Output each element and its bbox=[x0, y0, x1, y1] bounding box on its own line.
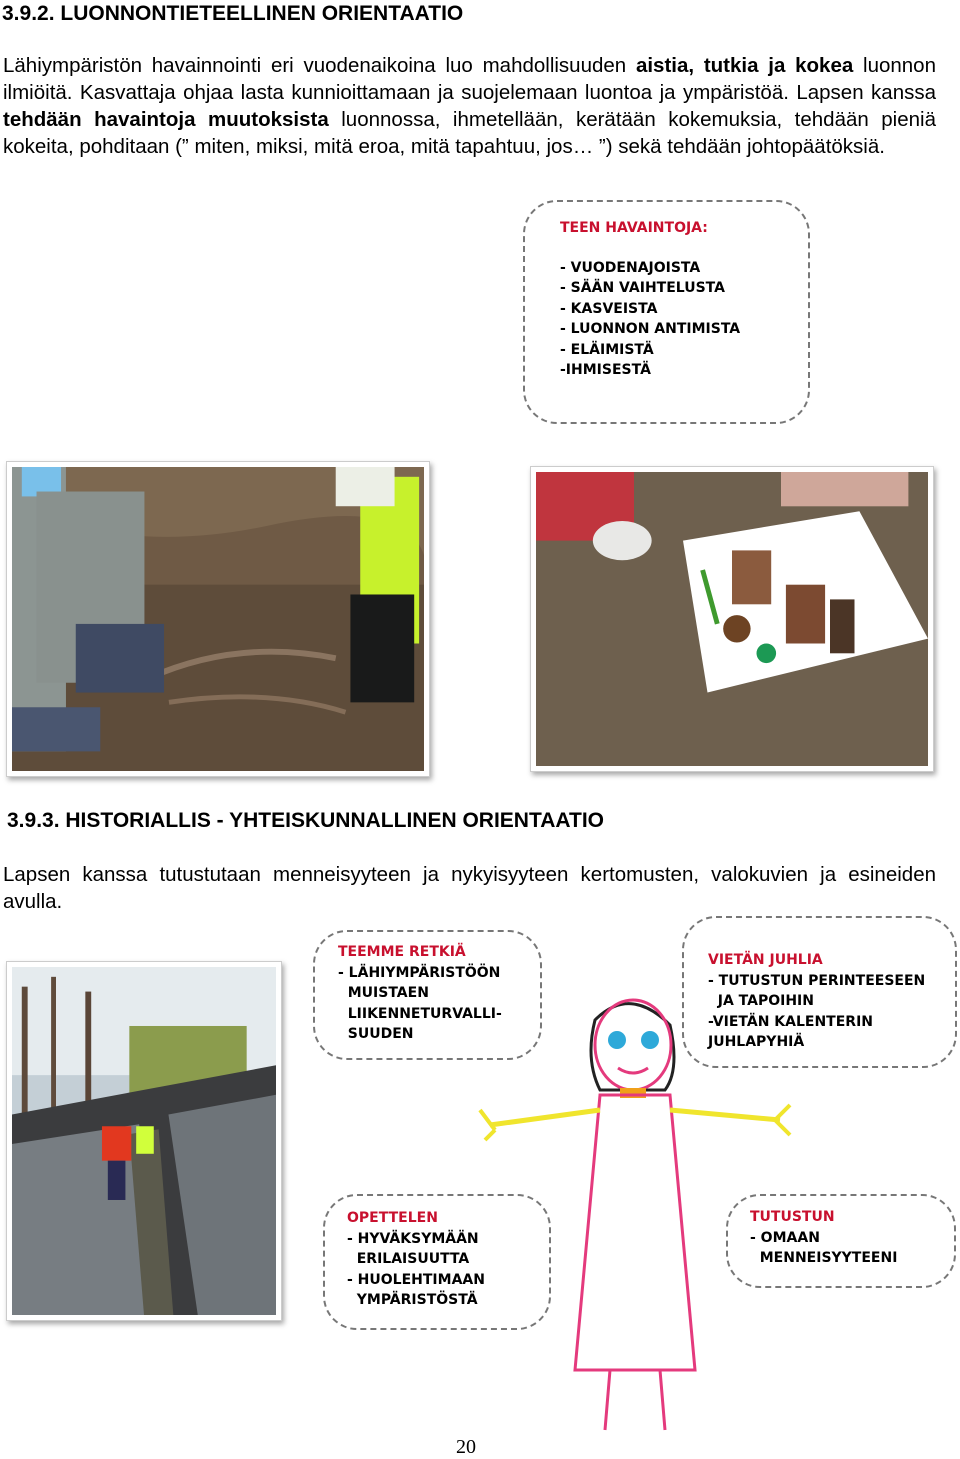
bubble-title: OPETTELEN bbox=[347, 1210, 438, 1226]
bubble-line: JUHLAPYHIÄ bbox=[708, 1034, 805, 1050]
bubble-past bbox=[726, 1194, 956, 1288]
bubble-line: - VUODENAJOISTA bbox=[560, 259, 701, 276]
bubble-line: SUUDEN bbox=[338, 1026, 414, 1042]
bubble-line: - LÄHIYMPÄRISTÖÖN bbox=[338, 964, 501, 981]
nature-paragraph bbox=[3, 52, 936, 160]
bubble-line: - ELÄIMISTÄ bbox=[560, 341, 654, 358]
bubble-learning bbox=[323, 1194, 551, 1330]
paragraph-text: luonnon ilmiöitä. Kasvattaja ohjaa lasta kunnioittamaan ja suojelemaan luontoa ja ympäristöä. Lapsen kanssa bbox=[3, 54, 936, 104]
bubble-line: JA TAPOIHIN bbox=[708, 993, 814, 1009]
bubble-line: - KASVEISTA bbox=[560, 300, 658, 317]
page-number: 20 bbox=[456, 1436, 476, 1458]
observations-bubble bbox=[523, 200, 810, 424]
bubble-line: MUISTAEN bbox=[338, 985, 429, 1001]
bubble-line: ERILAISUUTTA bbox=[347, 1251, 470, 1267]
paragraph-bold-text: aistia, tutkia ja kokea bbox=[635, 54, 854, 77]
bubble-title: TEEN HAVAINTOJA: bbox=[560, 220, 708, 236]
history-paragraph: Lapsen kanssa tutustutaan menneisyyteen ja nykyisyyteen kertomusten, valokuvien ja esineiden avulla. bbox=[3, 863, 936, 913]
bubble-line: - LUONNON ANTIMISTA bbox=[560, 321, 741, 337]
bubble-title: TUTUSTUN bbox=[750, 1209, 835, 1225]
section-heading-nature: 3.9.2. LUONNONTIETEELLINEN ORIENTAATIO bbox=[2, 2, 464, 25]
bubble-line: - HYVÄKSYMÄÄN bbox=[347, 1230, 479, 1247]
paragraph-text: luonnossa, ihmetellään, kerätään kokemuksia, tehdään pieniä kokeita, pohditaan (” miten, miksi, mitä eroa, mitä tapahtuu, jos… ”) sekä tehdään johtopäätöksiä. bbox=[3, 108, 936, 158]
paragraph-bold-text: tehdään havaintoja muutoksista bbox=[3, 108, 329, 131]
section-heading-history: 3.9.3. HISTORIALLIS - YHTEISKUNNALLINEN ORIENTAATIO bbox=[7, 809, 604, 832]
bubble-line: MENNEISYYTEENI bbox=[750, 1250, 898, 1266]
bubble-title: VIETÄN JUHLIA bbox=[708, 952, 823, 968]
bubble-celebrations bbox=[682, 916, 957, 1068]
bubble-line: -VIETÄN KALENTERIN bbox=[708, 1013, 873, 1030]
bubble-line: LIIKENNETURVALLI- bbox=[338, 1005, 502, 1022]
bubble-line: - OMAAN bbox=[750, 1229, 820, 1246]
bubble-line: - HUOLEHTIMAAN bbox=[347, 1271, 485, 1288]
bubble-trips bbox=[313, 930, 542, 1060]
photo-nature-items bbox=[530, 466, 934, 772]
paragraph-text: Lähiympäristön havainnointi eri vuodenaikoina luo mahdollisuuden bbox=[3, 54, 636, 77]
bubble-line: - SÄÄN VAIHTELUSTA bbox=[560, 280, 725, 296]
photo-children-trail bbox=[6, 961, 282, 1321]
photo-children-forest-floor bbox=[6, 461, 430, 777]
bubble-line: - TUTUSTUN PERINTEESEEN bbox=[708, 972, 926, 989]
bubble-line: -IHMISESTÄ bbox=[560, 362, 651, 378]
bubble-line: YMPÄRISTÖSTÄ bbox=[347, 1292, 478, 1308]
bubble-title: TEEMME RETKIÄ bbox=[338, 944, 466, 960]
